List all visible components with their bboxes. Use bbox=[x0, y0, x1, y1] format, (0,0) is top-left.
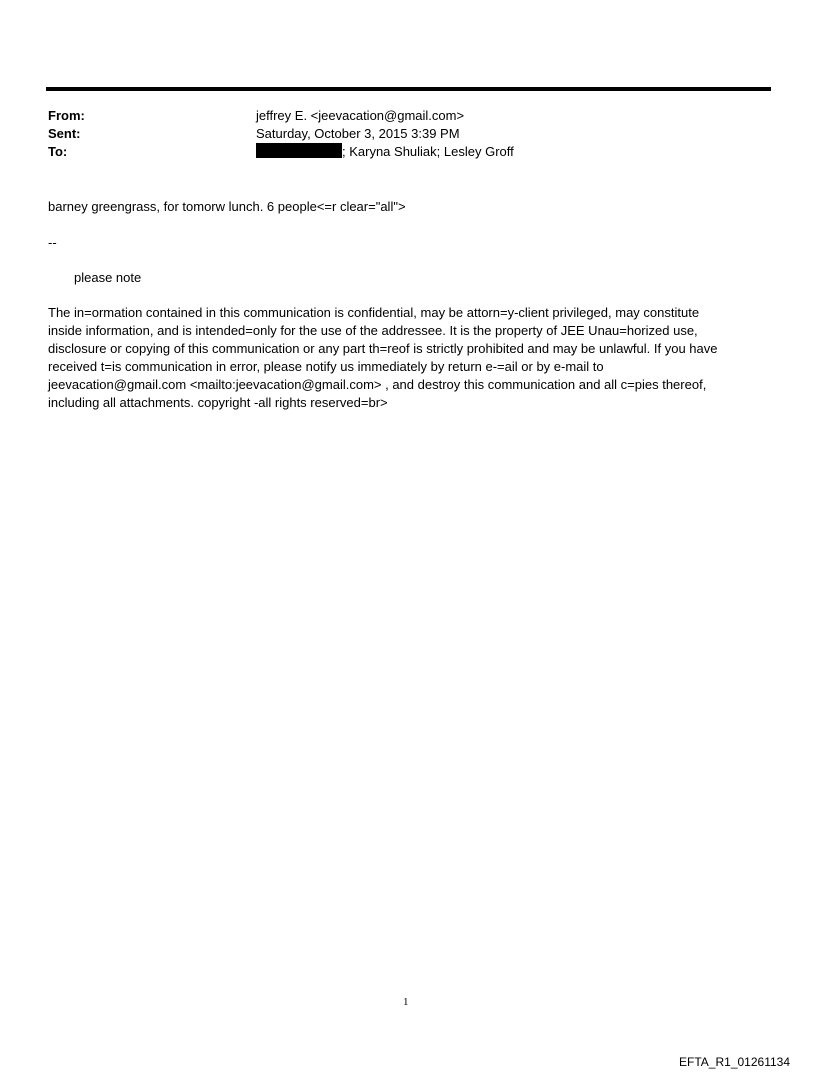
from-value: jeffrey E. <jeevacation@gmail.com> bbox=[256, 108, 465, 123]
please-note: please note bbox=[74, 270, 142, 285]
redaction-box bbox=[256, 143, 342, 158]
from-label: From: bbox=[48, 108, 85, 123]
bates-number: EFTA_R1_01261134 bbox=[679, 1055, 790, 1069]
page-number: 1 bbox=[403, 996, 409, 1008]
disclaimer-line: including all attachments. copyright -all rights reserved=br> bbox=[48, 395, 388, 410]
to-label: To: bbox=[48, 144, 68, 159]
to-recipients: ; Karyna Shuliak; Lesley Groff bbox=[342, 144, 514, 159]
disclaimer-line: disclosure or copying of this communication or any part th=reof is strictly prohibited and may be unlawful. If you have bbox=[48, 341, 718, 356]
confidentiality-disclaimer bbox=[48, 304, 748, 412]
disclaimer-line: received t=is communication in error, please notify us immediately by return e-=ail or by e-mail to bbox=[48, 359, 604, 374]
disclaimer-line: The in=ormation contained in this communication is confidential, may be attorn=y-client privileged, may constitute bbox=[48, 305, 700, 320]
disclaimer-line: jeevacation@gmail.com <mailto:jeevacation@gmail.com> , and destroy this communication and all c=pies thereof, bbox=[48, 377, 707, 392]
to-value bbox=[256, 143, 514, 161]
sent-label: Sent: bbox=[48, 126, 81, 141]
header-rule bbox=[46, 87, 771, 91]
signature-separator: -- bbox=[48, 235, 57, 250]
disclaimer-line: inside information, and is intended=only for the use of the addressee. It is the property of JEE Unau=horized use, bbox=[48, 323, 698, 338]
sent-value: Saturday, October 3, 2015 3:39 PM bbox=[256, 126, 460, 141]
message-line: barney greengrass, for tomorw lunch. 6 people<=r clear="all"> bbox=[48, 199, 406, 214]
